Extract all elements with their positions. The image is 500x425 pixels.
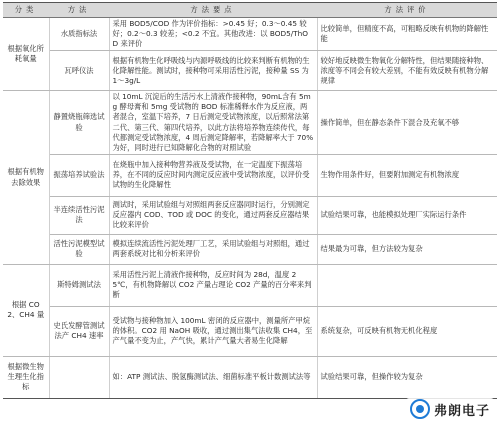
table-row bbox=[3, 18, 497, 51]
watermark bbox=[406, 398, 494, 420]
evaluation-cell: 试验结果可靠，但操作较为复杂 bbox=[317, 356, 497, 398]
method-cell: 斯特姆测试法 bbox=[49, 264, 109, 306]
category-cell: 根据有机物去除效果 bbox=[3, 91, 49, 265]
evaluation-cell: 较好地反映微生物氧化分解特性，但结果随接种物、浓度等不同会有较大差别，不能有效反映有机物分解规律 bbox=[317, 51, 497, 91]
method-cell bbox=[49, 356, 109, 398]
method-cell: 史氏发酵管测试法产 CH4 速率 bbox=[49, 306, 109, 356]
evaluation-cell: 比较简单，但精度不高，可粗略反映有机物的降解性能 bbox=[317, 18, 497, 51]
evaluation-cell: 试验结果可靠，也能模拟处理厂实际运行条件 bbox=[317, 196, 497, 234]
category-cell: 根据 CO2、CH4 量 bbox=[3, 264, 49, 356]
evaluation-cell: 操作简单，但在静态条件下混合及充氧不够 bbox=[317, 91, 497, 155]
table-row bbox=[3, 234, 497, 264]
evaluation-cell: 系统复杂，可反映有机物无机化程度 bbox=[317, 306, 497, 356]
key-point-cell: 如：ATP 测试法、脱氢酶测试法、细菌标准平板计数测试法等 bbox=[109, 356, 317, 398]
key-point-cell: 测试时，采用试验组与对照组两套反应器同时运行，分别测定反应器内 COD、TOD 或 DOC 的变化，通过两套反应器结果比较来评价 bbox=[109, 196, 317, 234]
table-row bbox=[3, 196, 497, 234]
header-method: 方法 bbox=[49, 3, 109, 18]
table-row bbox=[3, 306, 497, 356]
evaluation-cell bbox=[317, 264, 497, 306]
method-cell: 瓦呼仪法 bbox=[49, 51, 109, 91]
table-row bbox=[3, 154, 497, 196]
evaluation-table bbox=[3, 2, 497, 399]
table-row bbox=[3, 356, 497, 398]
header-category: 分类 bbox=[3, 3, 49, 18]
key-point-cell: 以 10mL 沉淀后的生活污水上清液作接种物，90mL含有 5mg 酵母膏和 5mg 受试物的 BOD 标准稀释水作为反应液，两者混合，室温下培养，7 日后测定受试物浓度，以后照常法第二代、第三代、第四代培养，以此方法将培养物连续传代，每代都测定受试物浓度，4 周后测定降解率，若降解率大于 70% 为好，同时进行已知降解化合物的对照试验 bbox=[109, 91, 317, 155]
header-key-points: 方法要点 bbox=[109, 3, 317, 18]
table-header-row bbox=[3, 3, 497, 18]
table-row bbox=[3, 91, 497, 155]
key-point-cell: 在烧瓶中加入接种物营养液及受试物，在一定温度下振荡培养，在不同的反应时间内测定反应液中受试物浓度，以评价受试物的生化降解性 bbox=[109, 154, 317, 196]
method-cell: 静置烧瓶筛选试验 bbox=[49, 91, 109, 155]
table-row bbox=[3, 51, 497, 91]
method-cell: 活性污泥模型试验 bbox=[49, 234, 109, 264]
category-cell: 根据微生物生理生化指标 bbox=[3, 356, 49, 398]
evaluation-cell: 结果最为可靠，但方法较为复杂 bbox=[317, 234, 497, 264]
key-point-cell: 根据有机物生化呼吸线与内源呼吸线的比较来判断有机物的生化降解性能。测试时，接种物可采用活性污泥，接种量 SS 为 1～3g/L bbox=[109, 51, 317, 91]
watermark-text: 弗朗电子 bbox=[433, 402, 490, 418]
key-point-cell: 采用活性污泥上清液作接种物，反应时间为 28d，温度 25℃，有机物降解以 CO2 产量占理论 CO2 产量的百分率来判断 bbox=[109, 264, 317, 306]
method-cell: 半连续活性污泥法 bbox=[49, 196, 109, 234]
key-point-cell: 采用 BOD5/COD 作为评价指标：>0.45 好；0.3～0.45 较好；0.2～0.3 较差；<0.2 不宜。其他改进：以 BOD5/ThOD 来评价 bbox=[109, 18, 317, 51]
wechat-logo-icon bbox=[410, 399, 430, 419]
method-cell: 振荡培养试验法 bbox=[49, 154, 109, 196]
table-row bbox=[3, 264, 497, 306]
category-cell: 根据氧化所耗氧量 bbox=[3, 18, 49, 91]
header-evaluation: 方法评价 bbox=[317, 3, 497, 18]
key-point-cell: 受试物与接种物加入 100mL 密闭的反应器中，测量所产甲烷的体积。CO2 用 NaOH 吸收，通过测出集气法收集 CH4，至产气量不变为止，产气快，累计产气量大者易生化降解 bbox=[109, 306, 317, 356]
method-cell: 水质指标法 bbox=[49, 18, 109, 51]
key-point-cell: 模拟连续流活性污泥处理厂工艺，采用试验组与对照组，通过两套系统对比和分析来评价 bbox=[109, 234, 317, 264]
evaluation-cell: 生物作用条件好，但要附加测定有机物浓度 bbox=[317, 154, 497, 196]
